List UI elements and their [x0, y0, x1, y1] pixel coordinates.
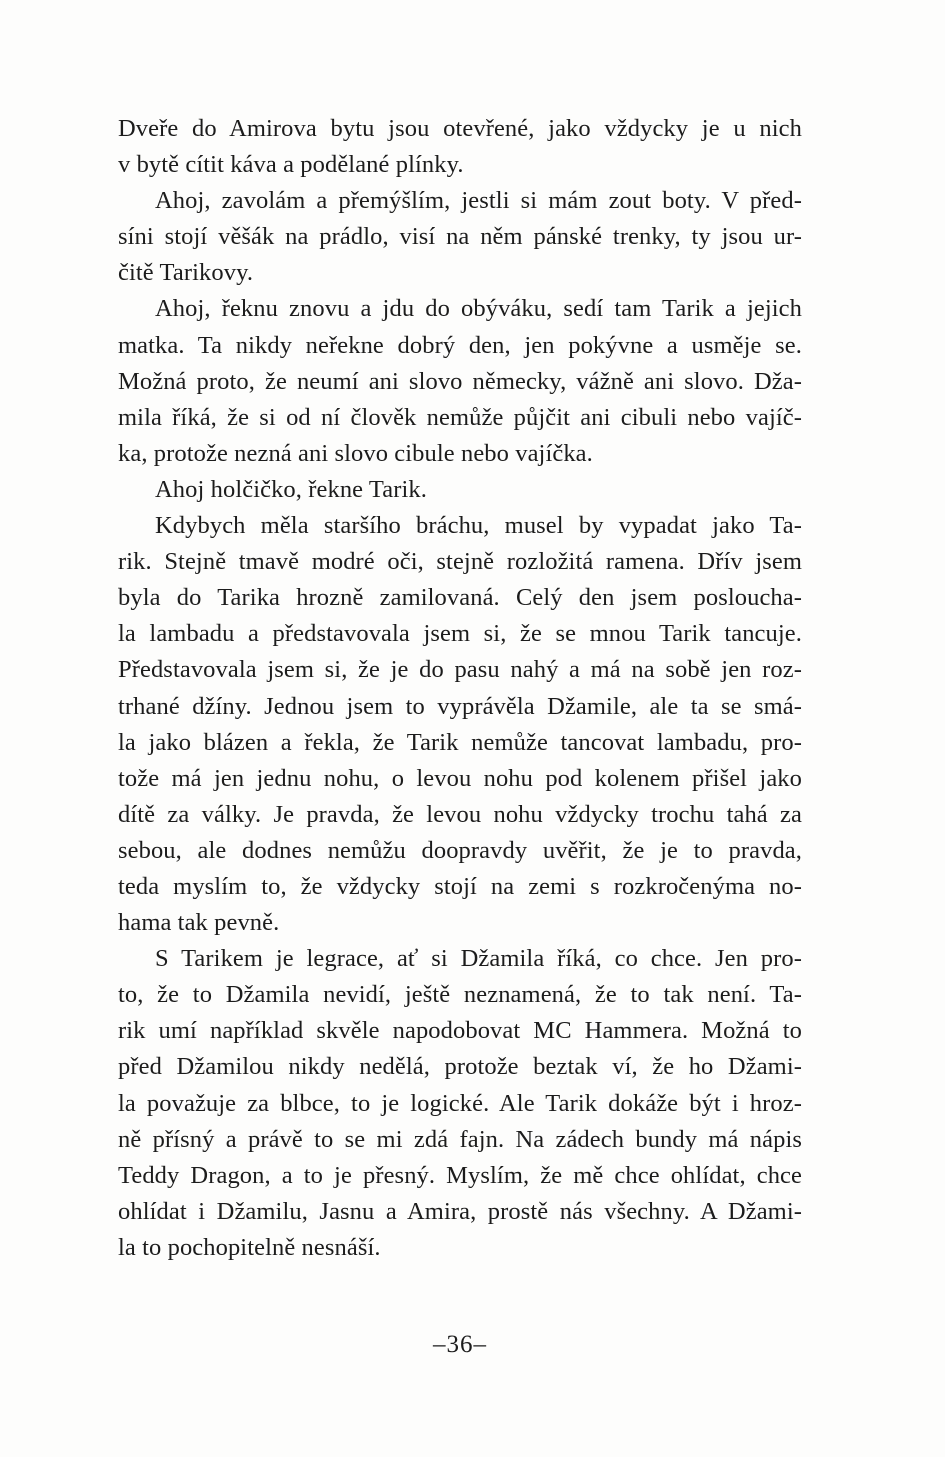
text-line: tože má jen jednu nohu, o levou nohu pod kolenem přišel jako — [118, 764, 802, 792]
text-line: rik umí například skvěle napodobovat MC Hammera. Možná to — [118, 1017, 802, 1045]
text-line: matka. Ta nikdy neřekne dobrý den, jen pokývne a usměje se. — [118, 331, 802, 359]
text-line: teda myslím to, že vždycky stojí na zemi s rozkročenýma no- — [118, 872, 802, 900]
text-line: Představovala jsem si, že je do pasu nahý a má na sobě jen roz- — [118, 656, 802, 684]
text-line: Dveře do Amirova bytu jsou otevřené, jako vždycky je u nich — [118, 115, 802, 142]
text-line: dítě za války. Je pravda, že levou nohu vždycky trochu tahá za — [118, 800, 802, 828]
text-line: byla do Tarika hrozně zamilovaná. Celý den jsem posloucha- — [118, 584, 802, 612]
text-line: ohlídat i Džamilu, Jasnu a Amira, prostě nás všechny. A Džami- — [118, 1197, 802, 1225]
paragraph — [118, 183, 802, 291]
text-line: Možná proto, že neumí ani slovo německy, vážně ani slovo. Dža- — [118, 367, 802, 395]
paragraph — [118, 111, 802, 183]
text-line: hama tak pevně. — [118, 909, 280, 937]
text-line: la lambadu a představovala jsem si, že se mnou Tarik tancuje. — [118, 620, 802, 648]
text-line: ně přísný a právě to se mi zdá fajn. Na zádech bundy má nápis — [118, 1125, 802, 1153]
text-block — [118, 111, 802, 1266]
paragraph — [118, 291, 802, 471]
text-line: Kdybych měla staršího bráchu, musel by vypadat jako Ta- — [155, 512, 802, 540]
text-line: S Tarikem je legrace, ať si Džamila říká, co chce. Jen pro- — [155, 945, 802, 973]
text-line: ka, protože nezná ani slovo cibule nebo vajíčka. — [118, 439, 593, 467]
text-line: mila říká, že si od ní člověk nemůže půjčit ani cibuli nebo vajíč- — [118, 403, 802, 431]
text-line: rik. Stejně tmavě modré oči, stejně rozložitá ramena. Dřív jsem — [118, 548, 802, 576]
text-line: la to pochopitelně nesnáší. — [118, 1233, 381, 1261]
text-line: Ahoj holčičko, řekne Tarik. — [155, 475, 427, 503]
text-line: před Džamilou nikdy nedělá, protože beztak ví, že ho Džami- — [118, 1053, 802, 1081]
text-line: la považuje za blbce, to je logické. Ale Tarik dokáže být i hroz- — [118, 1089, 802, 1117]
paragraph — [118, 941, 802, 1266]
text-line: la jako blázen a řekla, že Tarik nemůže tancovat lambadu, pro- — [118, 728, 802, 756]
text-line: síni stojí věšák na prádlo, visí na něm pánské trenky, ty jsou ur- — [118, 223, 802, 251]
paragraph — [118, 508, 802, 941]
page-number: –36– — [433, 1331, 487, 1358]
text-line: to, že to Džamila nevidí, ještě neznamená, že to tak není. Ta- — [118, 981, 802, 1009]
text-line: trhané džíny. Jednou jsem to vyprávěla Džamile, ale ta se smá- — [118, 692, 802, 720]
text-line: v bytě cítit káva a podělané plínky. — [118, 151, 464, 179]
text-line: sebou, ale dodnes nemůžu doopravdy uvěřit, že je to pravda, — [118, 836, 802, 864]
paragraph — [118, 472, 802, 508]
text-line: Teddy Dragon, a to je přesný. Myslím, že mě chce ohlídat, chce — [118, 1161, 802, 1189]
text-line: Ahoj, řeknu znovu a jdu do obýváku, sedí tam Tarik a jejich — [155, 295, 802, 323]
text-line: čitě Tarikovy. — [118, 259, 254, 287]
text-line: Ahoj, zavolám a přemýšlím, jestli si mám zout boty. V před- — [155, 187, 802, 215]
